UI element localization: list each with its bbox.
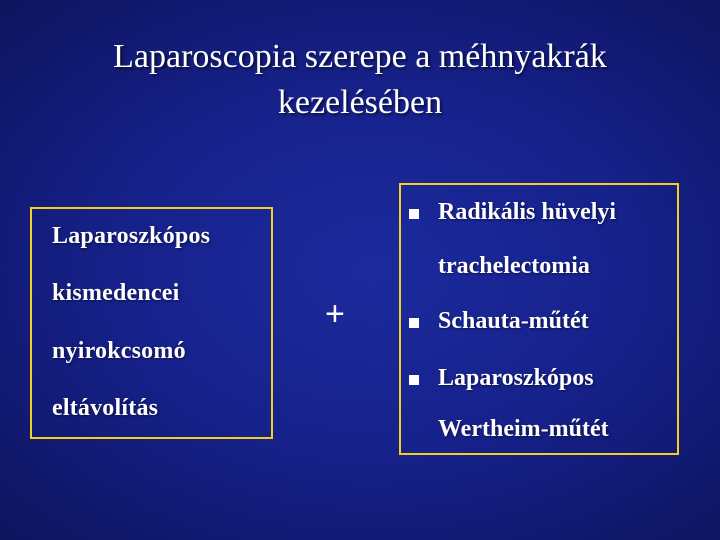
bullet-square-icon bbox=[409, 318, 419, 328]
slide-title bbox=[20, 34, 700, 126]
left-box-line-1: Laparoszkópos bbox=[52, 223, 211, 249]
right-item-3-line-1: Laparoszkópos bbox=[438, 365, 594, 391]
bullet-square-icon bbox=[409, 375, 419, 385]
left-box-line-2: kismedencei bbox=[52, 280, 180, 306]
bullet-square-icon bbox=[409, 209, 419, 219]
right-procedure-box bbox=[399, 183, 679, 455]
right-item-3-line-2: Wertheim-műtét bbox=[438, 416, 609, 442]
slide-title-line-2: kezelésében bbox=[277, 84, 443, 121]
right-item-2-line-1: Schauta-műtét bbox=[438, 308, 589, 334]
plus-sign: + bbox=[325, 295, 345, 333]
left-procedure-box bbox=[30, 207, 273, 439]
slide-title-line-1: Laparoscopia szerepe a méhnyakrák bbox=[113, 38, 607, 75]
left-box-line-4: eltávolítás bbox=[52, 395, 159, 421]
left-box-line-3: nyirokcsomó bbox=[52, 338, 186, 364]
right-item-1-line-2: trachelectomia bbox=[438, 253, 590, 279]
right-item-1-line-1: Radikális hüvelyi bbox=[438, 199, 617, 225]
